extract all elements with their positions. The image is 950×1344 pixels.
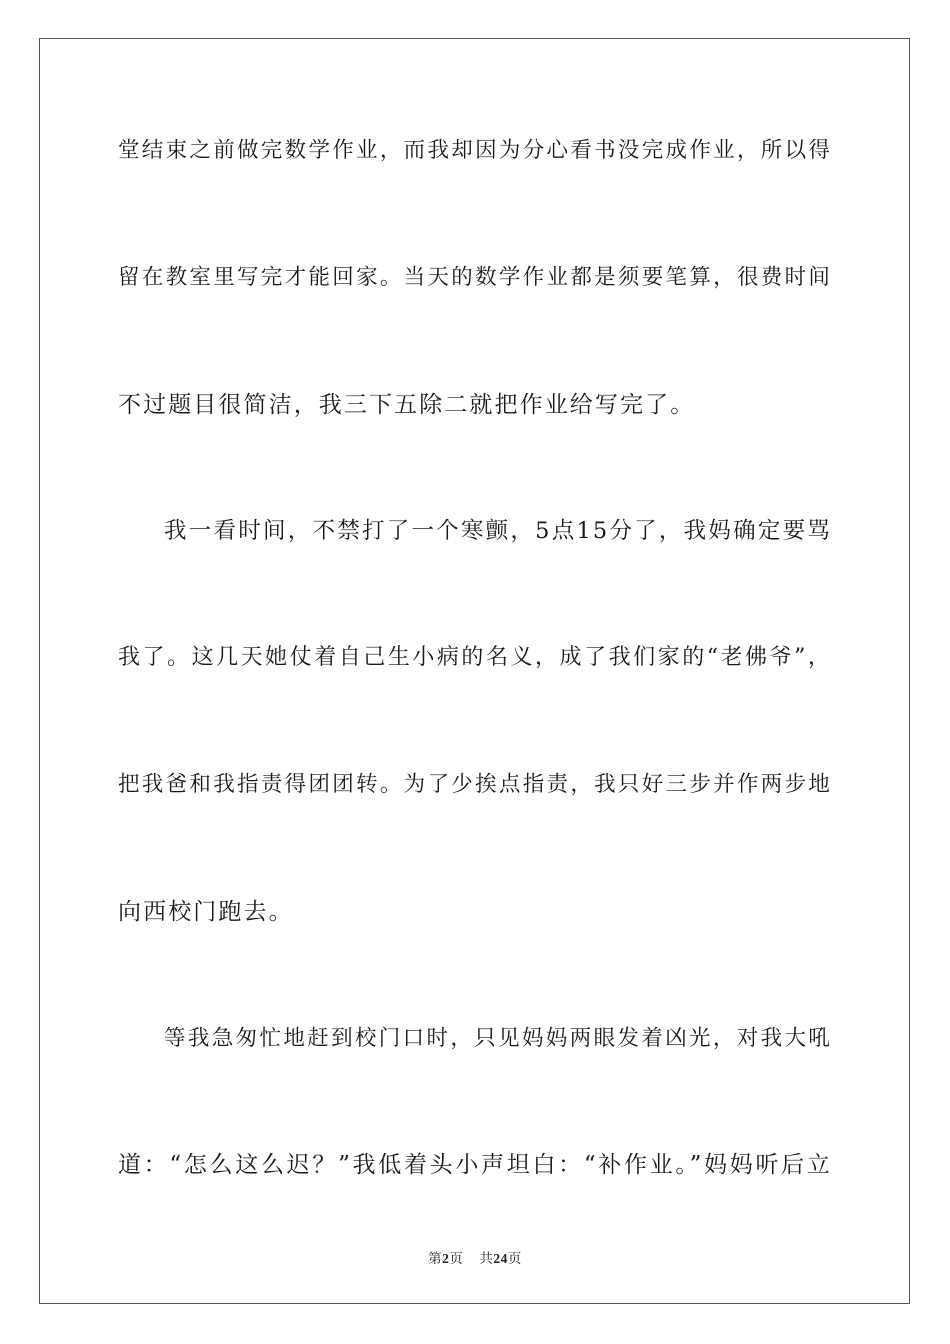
page-number: 2 <box>442 1251 450 1266</box>
text-line-5: 我了。这几天她仗着自己生小病的名义，成了我们家的“老佛爷”， <box>118 645 832 671</box>
page-number-suffix: 页 <box>449 1251 464 1266</box>
text-line-3: 不过题目很简洁，我三下五除二就把作业给写完了。 <box>118 391 696 418</box>
text-line-6: 把我爸和我指责得团团转。为了少挨点指责，我只好三步并作两步地 <box>118 771 832 797</box>
text-line-2: 留在教室里写完才能回家。当天的数学作业都是须要笔算，很费时间 <box>118 264 832 290</box>
page-number-prefix: 第 <box>428 1251 443 1266</box>
text-line-8: 等我急匆忙地赶到校门口时，只见妈妈两眼发着凶光，对我大吼 <box>164 1025 832 1051</box>
text-line-9: 道：“怎么这么迟？”我低着头小声坦白：“补作业。”妈妈听后立 <box>118 1152 832 1179</box>
document-body <box>118 128 832 1269</box>
text-line-1: 堂结束之前做完数学作业，而我却因为分心看书没完成作业，所以得 <box>118 138 832 163</box>
total-pages-suffix: 页 <box>507 1251 522 1266</box>
text-line-7: 向西校门跑去。 <box>118 898 294 925</box>
page-footer <box>0 1247 950 1267</box>
total-pages: 24 <box>493 1251 508 1266</box>
total-pages-prefix: 共 <box>479 1251 494 1266</box>
text-line-4: 我一看时间，不禁打了一个寒颤，5点15分了，我妈确定要骂 <box>164 518 832 545</box>
